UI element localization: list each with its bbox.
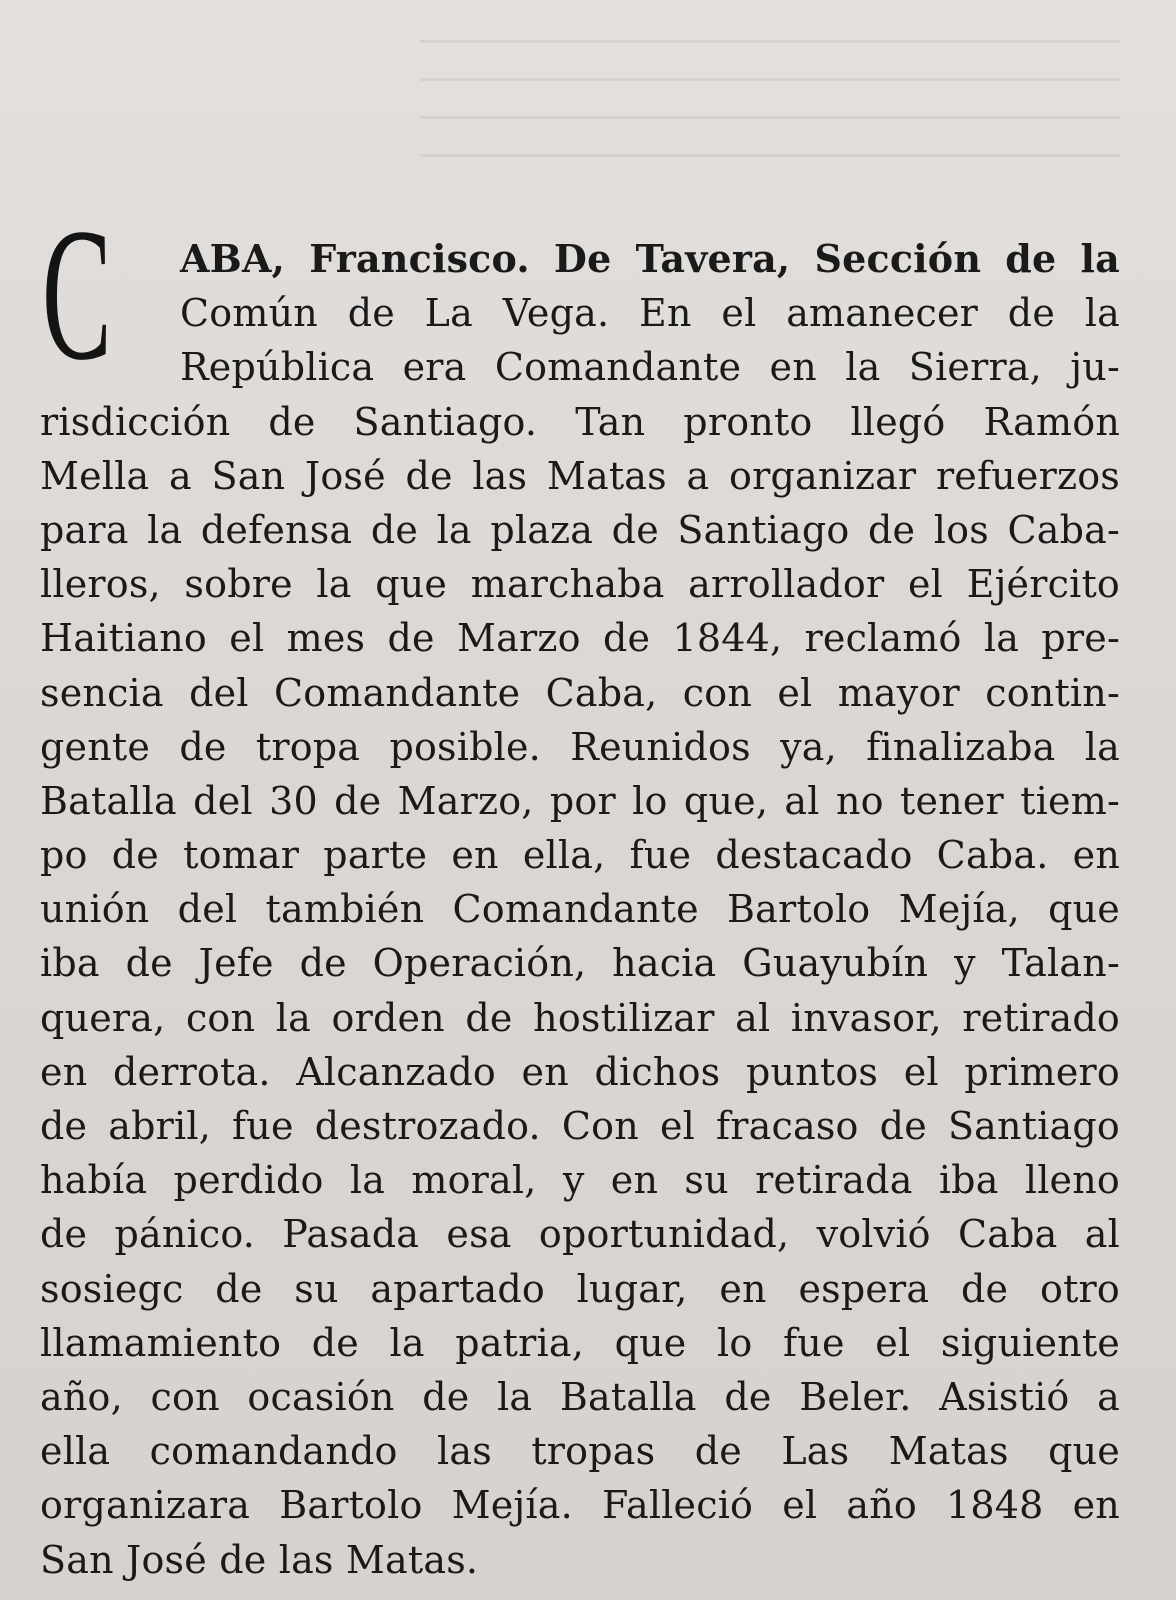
biography-entry [40,232,1120,1587]
entry-line: unión del también Comandante Bartolo Mejía, que [40,887,1120,932]
entry-line: sosiegc de su apartado lugar, en espera de otro [40,1266,1120,1311]
entry-line: quera, con la orden de hostilizar al invasor, retirado [40,995,1120,1040]
entry-line: Haitiano el mes de Marzo de 1844, reclamó la pre- [40,616,1120,661]
entry-line: organizara Bartolo Mejía. Falleció el año 1848 en [40,1483,1120,1528]
entry-line: Común de La Vega. En el amanecer de la [180,291,1120,336]
entry-line: había perdido la moral, y en su retirada iba lleno [40,1158,1120,1203]
entry-line: San José de las Matas. [40,1537,479,1582]
show-through-text [420,40,1120,190]
entry-line: Batalla del 30 de Marzo, por lo que, al no tener tiem- [40,778,1120,823]
entry-line: gente de tropa posible. Reunidos ya, finalizaba la [40,724,1120,769]
entry-line: po de tomar parte en ella, fue destacado Caba. en [40,833,1120,878]
entry-line: lleros, sobre la que marchaba arrollador el Ejército [40,562,1120,607]
entry-line: ABA, Francisco. De Tavera, Sección de la [180,236,1120,281]
entry-line: de pánico. Pasada esa oportunidad, volvió Caba al [40,1212,1120,1257]
entry-line: para la defensa de la plaza de Santiago de los Caba- [40,507,1120,552]
entry-line: de abril, fue destrozado. Con el fracaso de Santiago [40,1104,1120,1148]
entry-line: República era Comandante en la Sierra, ju- [180,345,1120,390]
entry-line: sencia del Comandante Caba, con el mayor contin- [40,670,1120,715]
entry-line: Mella a San José de las Matas a organizar refuerzos [40,453,1120,498]
entry-line: iba de Jefe de Operación, hacia Guayubín y Talan- [40,941,1120,986]
drop-cap: C [42,190,112,400]
entry-line: en derrota. Alcanzado en dichos puntos el primero [40,1049,1120,1094]
entry-line: llamamiento de la patria, que lo fue el siguiente [40,1320,1120,1365]
entry-line: ella comandando las tropas de Las Matas que [40,1429,1120,1474]
entry-line: año, con ocasión de la Batalla de Beler. Asistió a [40,1374,1120,1419]
entry-line: risdicción de Santiago. Tan pronto llegó Ramón [40,399,1120,444]
